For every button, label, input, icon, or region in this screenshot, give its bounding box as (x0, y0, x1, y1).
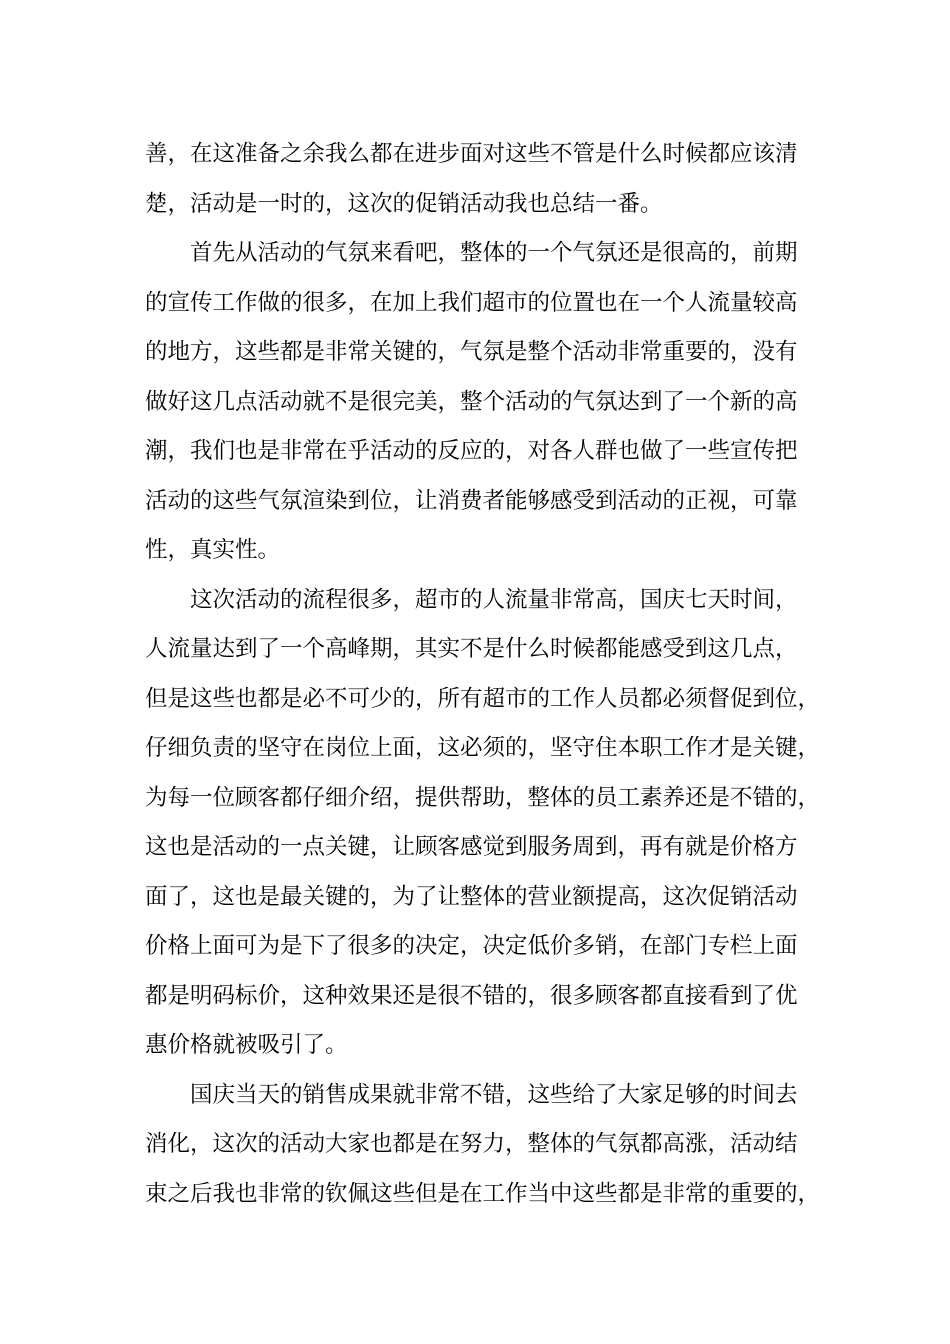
text-line: 面了，这也是最关键的，为了让整体的营业额提高，这次促销活动 (145, 883, 798, 910)
text-line: 束之后我也非常的钦佩这些但是在工作当中这些都是非常的重要的， (145, 1180, 821, 1207)
paragraph (145, 1071, 835, 1220)
text-line: 首先从活动的气氛来看吧，整体的一个气氛还是很高的，前期 (190, 240, 798, 266)
paragraph (145, 130, 835, 229)
text-line: 这次活动的流程很多，超市的人流量非常高，国庆七天时间， (190, 586, 798, 613)
text-line: 活动的这些气氛渲染到位，让消费者能够感受到活动的正视，可靠 (145, 487, 798, 514)
text-line: 都是明码标价，这种效果还是很不错的，很多顾客都直接看到了优 (145, 982, 798, 1009)
text-line: 善，在这准备之余我么都在进步面对这些不管是什么时候都应该清 (145, 141, 798, 167)
text-line: 做好这几点活动就不是很完美，整个活动的气氛达到了一个新的高 (145, 388, 798, 415)
text-line: 潮，我们也是非常在乎活动的反应的，对各人群也做了一些宣传把 (145, 438, 798, 464)
paragraph (145, 576, 835, 1071)
text-line: 的宣传工作做的很多，在加上我们超市的位置也在一个人流量较高 (145, 289, 798, 316)
text-line: 这也是活动的一点关键，让顾客感觉到服务周到，再有就是价格方 (145, 834, 798, 860)
text-line: 但是这些也都是必不可少的，所有超市的工作人员都必须督促到位， (145, 685, 821, 712)
text-line: 国庆当天的销售成果就非常不错，这些给了大家足够的时间去 (190, 1081, 798, 1108)
document-body (145, 130, 835, 1219)
text-line: 人流量达到了一个高峰期，其实不是什么时候都能感受到这几点， (145, 636, 798, 662)
text-line: 为每一位顾客都仔细介绍，提供帮助，整体的员工素养还是不错的， (145, 784, 821, 811)
text-line: 性，真实性。 (145, 537, 281, 563)
text-line: 的地方，这些都是非常关键的，气氛是整个活动非常重要的，没有 (145, 339, 798, 365)
text-line: 价格上面可为是下了很多的决定，决定低价多销，在部门专栏上面 (145, 933, 798, 959)
text-line: 仔细负责的坚守在岗位上面，这必须的，坚守住本职工作才是关键， (145, 735, 821, 761)
text-line: 楚，活动是一时的，这次的促销活动我也总结一番。 (145, 190, 663, 217)
text-line: 消化，这次的活动大家也都是在努力，整体的气氛都高涨，活动结 (145, 1131, 798, 1157)
paragraph (145, 229, 835, 576)
text-line: 惠价格就被吸引了。 (145, 1032, 348, 1058)
